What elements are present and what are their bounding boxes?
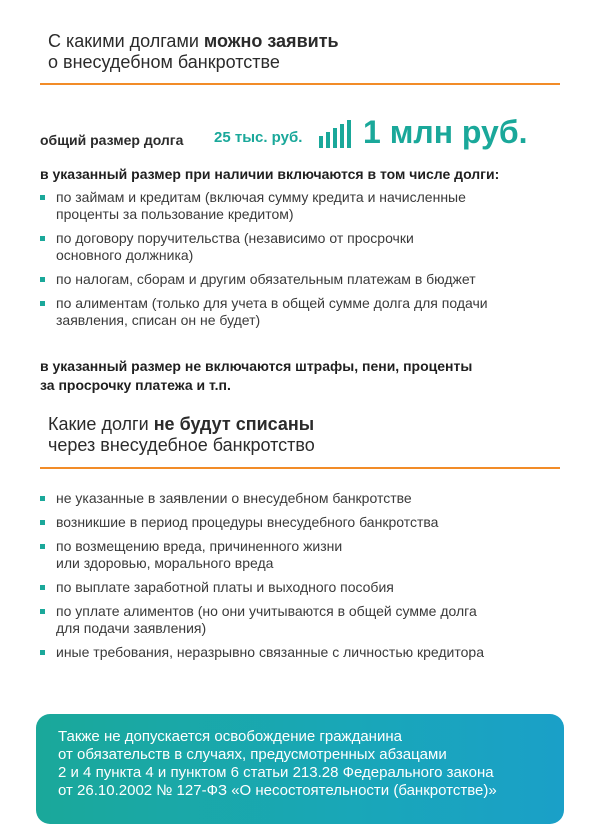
square-bullet-icon: [40, 195, 45, 200]
signal-bars-icon: [319, 120, 353, 148]
debt-size-label: общий размер долга: [40, 132, 184, 148]
list-item: по уплате алиментов (но они учитываются в общей сумме долга для подачи заявления): [40, 603, 550, 637]
list-item: по займам и кредитам (включая сумму кредита и начисленные проценты за пользование кредитом): [40, 189, 550, 223]
not-written-off-list: [40, 490, 550, 668]
square-bullet-icon: [40, 585, 45, 590]
title-regular: С какими долгами: [48, 31, 204, 51]
title-bold: можно заявить: [203, 31, 339, 51]
title-line2: о внесудебном банкротстве: [48, 52, 280, 72]
orange-divider: [40, 467, 560, 469]
included-debts-list: [40, 189, 550, 336]
list-item: по выплате заработной платы и выходного пособия: [40, 579, 550, 596]
square-bullet-icon: [40, 650, 45, 655]
square-bullet-icon: [40, 520, 45, 525]
list-item: по возмещению вреда, причиненного жизни или здоровью, морального вреда: [40, 538, 550, 572]
section-title-can-declare: [48, 31, 339, 73]
title-bold: не будут списаны: [153, 414, 315, 434]
list-item: иные требования, неразрывно связанные с личностью кредитора: [40, 644, 550, 661]
square-bullet-icon: [40, 301, 45, 306]
included-heading: в указанный размер при наличии включаются в том числе долги:: [40, 166, 500, 182]
square-bullet-icon: [40, 496, 45, 501]
debt-min-value: 25 тыс. руб.: [214, 129, 303, 146]
title-line2: через внесудебное банкротство: [48, 435, 315, 455]
list-item: по алиментам (только для учета в общей сумме долга для подачи заявления, списан он не будет): [40, 295, 550, 329]
list-item: не указанные в заявлении о внесудебном банкротстве: [40, 490, 550, 507]
debt-max-value: 1 млн руб.: [363, 114, 528, 150]
legal-exception-note: Также не допускается освобождение гражданина от обязательств в случаях, предусмотренных абзацами 2 и 4 пункта 4 и пунктом 6 статьи 213.28 Федерального закона от 26.10.2002 № 127-ФЗ «О несостоятельности (банкротстве)»: [36, 714, 564, 824]
debt-size-row: [40, 114, 560, 154]
section-title-not-written-off: [48, 414, 315, 456]
list-item: по налогам, сборам и другим обязательным платежам в бюджет: [40, 271, 550, 288]
orange-divider: [40, 83, 560, 85]
excluded-note: в указанный размер не включаются штрафы, пени, проценты за просрочку платежа и т.п.: [40, 358, 473, 393]
title-regular: Какие долги: [48, 414, 154, 434]
list-item: возникшие в период процедуры внесудебного банкротства: [40, 514, 550, 531]
square-bullet-icon: [40, 609, 45, 614]
square-bullet-icon: [40, 277, 45, 282]
square-bullet-icon: [40, 236, 45, 241]
square-bullet-icon: [40, 544, 45, 549]
list-item: по договору поручительства (независимо от просрочки основного должника): [40, 230, 550, 264]
